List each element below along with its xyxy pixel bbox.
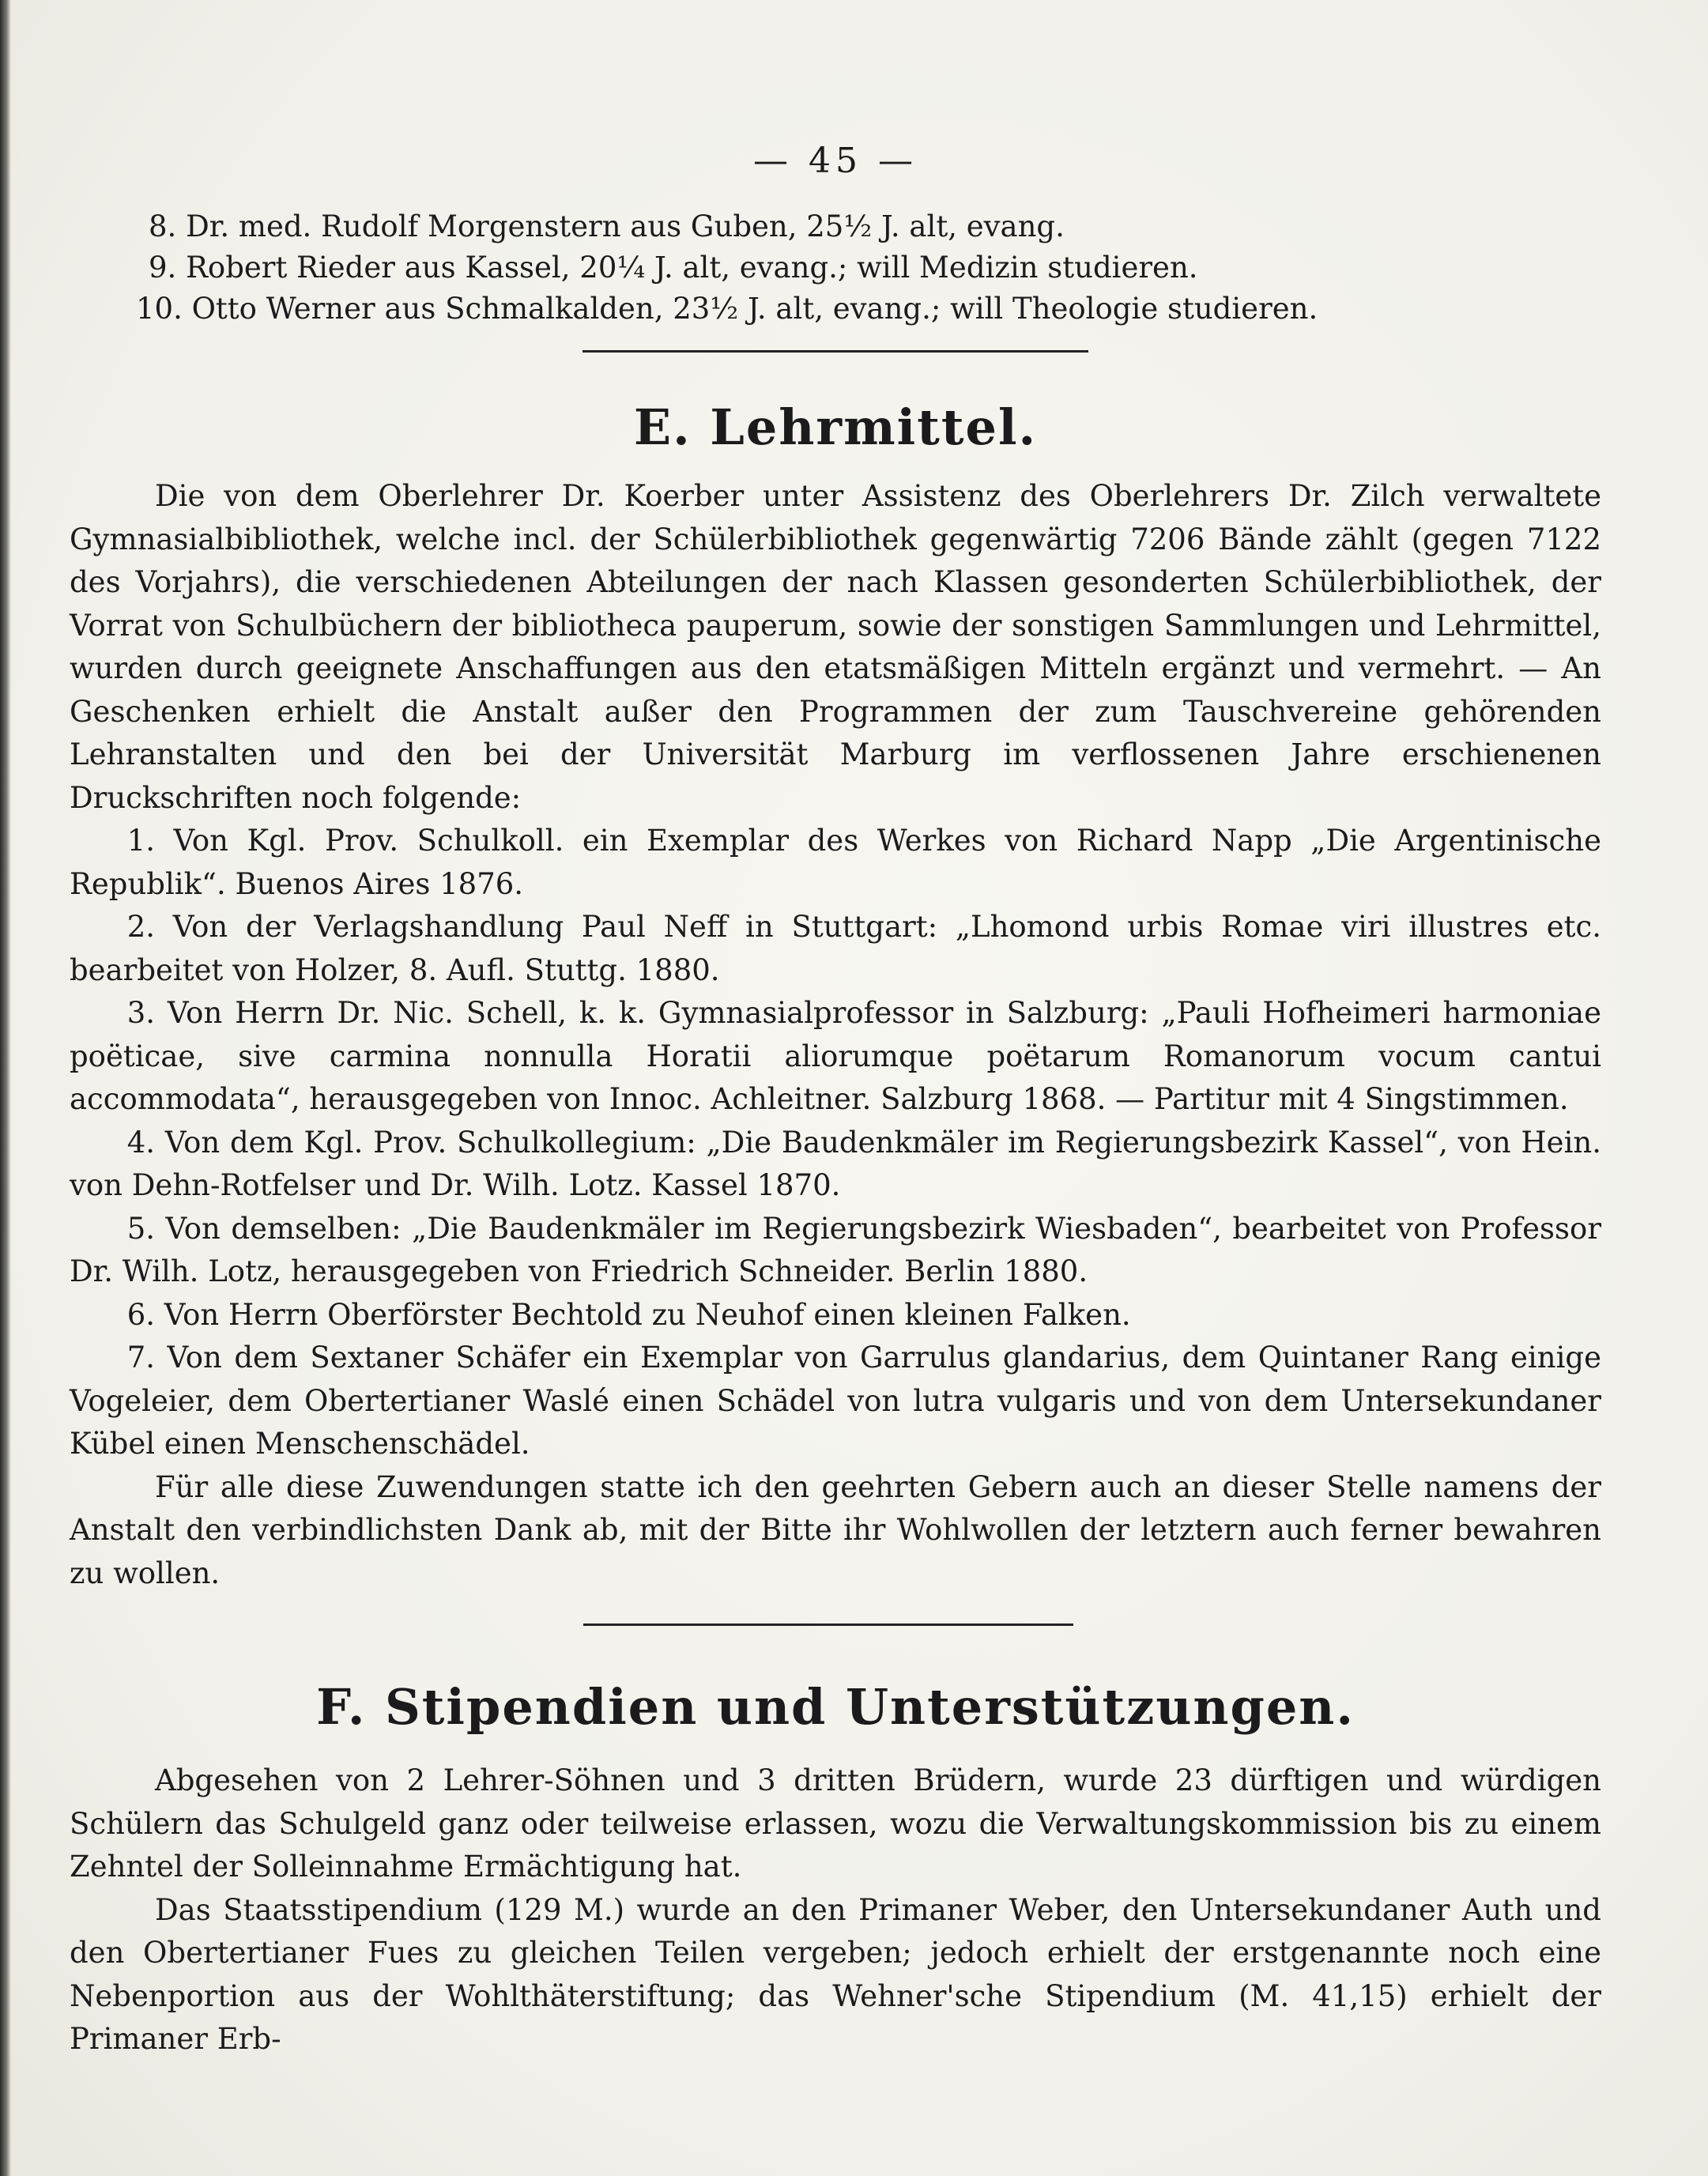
- thanks-paragraph: Für alle diese Zuwendungen statte ich den geehrten Gebern auch an dieser Stelle namens der Anstalt den verbindlichsten Dank ab, mit der Bitte ihr Wohlwollen der letztern auch ferner bewahren zu wollen.: [70, 1469, 1601, 1590]
- gift-text: Von Herrn Oberförster Bechtold zu Neuhof einen kleinen Falken.: [164, 1297, 1131, 1332]
- gift-text: Von Kgl. Prov. Schulkoll. ein Exemplar des Werkes von Richard Napp „Die Argentinische Republik“. Buenos Aires 1876.: [70, 824, 1601, 901]
- student-list-item: 8. Dr. med. Rudolf Morgenstern aus Guben, 25½ J. alt, evang.: [149, 209, 1065, 243]
- section-e-intro: Die von dem Oberlehrer Dr. Koerber unter Assistenz des Oberlehrers Dr. Zilch verwaltete Gymnasialbibliothek, welche incl. der Schülerbibliothek gegenwärtig 7206 Bände zählt (gegen 7122 des Vorjahrs), die verschiedenen Abteilungen der nach Klassen gesonderten Schülerbibliothek, der Vorrat von Schulbüchern der bibliotheca pauperum, sowie der sonstigen Sammlungen und Lehrmittel, wurden durch geeignete Anschaffungen aus den etatsmäßigen Mitteln ergänzt und vermehrt. — An Geschenken erhielt die Anstalt außer den Programmen der zum Tauschvereine gehörenden Lehranstalten und den bei der Universität Marburg im verflossenen Jahre erschienenen Druckschriften noch folgende:: [70, 479, 1601, 815]
- gift-text: Von dem Sextaner Schäfer ein Exemplar von Garrulus glandarius, dem Quintaner Rang einige Vogeleier, dem Obertertianer Waslé einen Schädel von lutra vulgaris und von dem Untersekundaner Kübel einen Menschenschädel.: [70, 1341, 1602, 1461]
- gift-text: Von dem Kgl. Prov. Schulkollegium: „Die Baudenkmäler im Regierungsbezirk Kassel“, von Hein. von Dehn-Rotfelser und Dr. Wilh. Lotz. Kassel 1870.: [70, 1125, 1601, 1202]
- page-edge-shadow: [0, 0, 11, 2176]
- gift-item: [70, 1294, 1601, 1337]
- gift-item: [70, 992, 1601, 1122]
- section-e-heading: E. Lehrmittel.: [633, 398, 1038, 456]
- section-divider: [583, 1624, 1073, 1626]
- gift-number: 2.: [126, 910, 155, 944]
- gift-number: 7.: [126, 1341, 155, 1375]
- gift-number: 5.: [126, 1211, 155, 1246]
- gift-item: [70, 1122, 1601, 1208]
- gift-item: [70, 820, 1601, 906]
- gift-text: Von der Verlagshandlung Paul Neff in Stuttgart: „Lhomond urbis Romae viri illustres etc. bearbeitet von Holzer, 8. Aufl. Stuttg. 1880.: [70, 910, 1601, 987]
- gift-number: 6.: [126, 1297, 155, 1332]
- student-list-item: 9. Robert Rieder aus Kassel, 20¼ J. alt, evang.; will Medizin studieren.: [149, 251, 1198, 285]
- page-content: [70, 141, 1601, 2061]
- student-list-item: 10. Otto Werner aus Schmalkalden, 23½ J. alt, evang.; will Theologie studieren.: [136, 292, 1318, 326]
- section-f-heading: F. Stipendien und Unterstützungen.: [316, 1678, 1355, 1736]
- gift-number: 3.: [126, 996, 155, 1030]
- section-divider: [583, 350, 1088, 353]
- section-f-paragraph-1: Abgesehen von 2 Lehrer-Söhnen und 3 dritten Brüdern, wurde 23 dürftigen und würdigen Schülern das Schulgeld ganz oder teilweise erlassen, wozu die Verwaltungskommission bis zu einem Zehntel der Solleinnahme Ermächtigung hat.: [70, 1763, 1601, 1884]
- gift-number: 4.: [126, 1125, 155, 1160]
- gift-item: [70, 1208, 1601, 1294]
- gift-text: Von Herrn Dr. Nic. Schell, k. k. Gymnasialprofessor in Salzburg: „Pauli Hofheimeri harmoniae poëticae, sive carmina nonnulla Horatii aliorumque poëtarum Romanorum vocum cantui accommodata“, herausgegeben von Innoc. Achleitner. Salzburg 1868. — Partitur mit 4 Singstimmen.: [70, 996, 1601, 1116]
- page-number: — 45 —: [753, 141, 918, 181]
- gift-number: 1.: [126, 824, 155, 858]
- gift-item: [70, 1337, 1601, 1466]
- gift-item: [70, 906, 1601, 992]
- gift-text: Von demselben: „Die Baudenkmäler im Regierungsbezirk Wiesbaden“, bearbeitet von Professor Dr. Wilh. Lotz, herausgegeben von Friedrich Schneider. Berlin 1880.: [70, 1211, 1601, 1288]
- section-f-paragraph-2: Das Staatsstipendium (129 M.) wurde an den Primaner Weber, den Untersekundaner Auth und den Obertertianer Fues zu gleichen Teilen vergeben; jedoch erhielt der erstgenannte noch eine Nebenportion aus der Wohlthäterstiftung; das Wehner'sche Stipendium (M. 41,15) erhielt der Primaner Erb-: [70, 1892, 1601, 2056]
